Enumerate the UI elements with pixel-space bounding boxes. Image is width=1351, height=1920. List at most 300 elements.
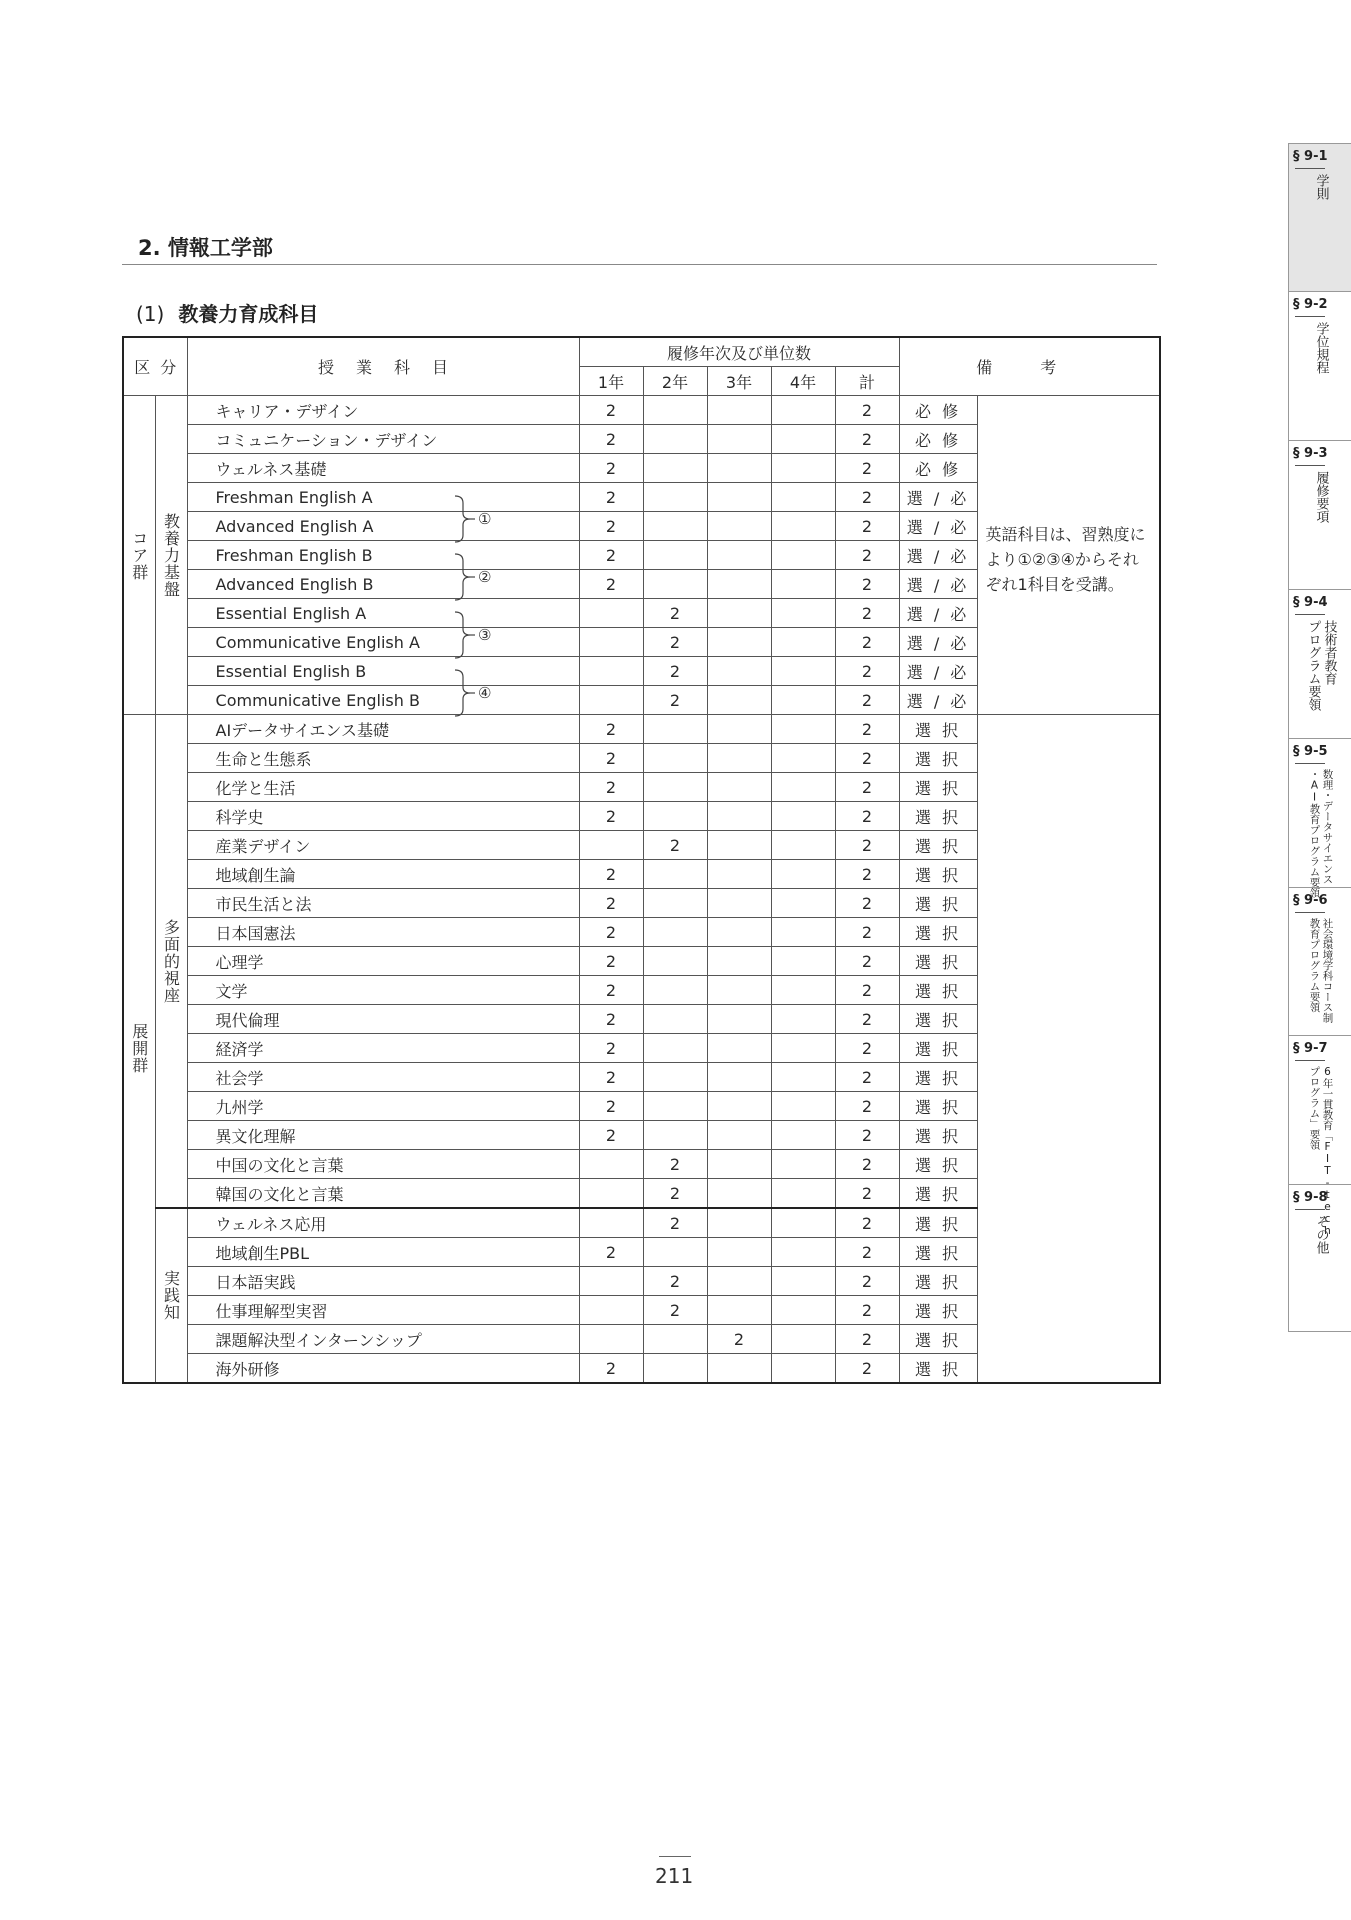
subject-name-text: Essential English B [215, 661, 367, 681]
requirement-type: 選 / 必 [899, 541, 977, 570]
requirement-type: 選 択 [899, 1325, 977, 1354]
year1-credits: 2 [579, 889, 643, 918]
year3-credits [707, 802, 771, 831]
section-tab-9-4[interactable] [1289, 589, 1351, 739]
subject-name: 仕事理解型実習 [187, 1296, 579, 1325]
requirement-type: 選 / 必 [899, 657, 977, 686]
year3-credits [707, 1267, 771, 1296]
year4-credits [771, 454, 835, 483]
total-credits: 2 [835, 657, 899, 686]
requirement-type: 選 択 [899, 1208, 977, 1238]
requirement-type: 選 択 [899, 1063, 977, 1092]
group-tenkai: 展開群 [123, 715, 155, 1384]
page-number: 211 [655, 1864, 694, 1888]
year3-credits [707, 454, 771, 483]
year4-credits [771, 802, 835, 831]
year4-credits [771, 686, 835, 715]
year3-credits [707, 1150, 771, 1179]
total-credits: 2 [835, 1325, 899, 1354]
year1-credits [579, 599, 643, 628]
section-number: 2. [138, 236, 161, 260]
year2-credits: 2 [643, 831, 707, 860]
subject-name: 地域創生PBL [187, 1238, 579, 1267]
requirement-type: 選 択 [899, 918, 977, 947]
group-core: コア群 [123, 396, 155, 715]
subject-name: 韓国の文化と言葉 [187, 1179, 579, 1209]
section-tab-code: § 9-5 [1293, 744, 1328, 759]
year2-credits: 2 [643, 686, 707, 715]
total-credits: 2 [835, 570, 899, 599]
subject-name: 科学史 [187, 802, 579, 831]
subject-name: 文学 [187, 976, 579, 1005]
requirement-type: 必 修 [899, 396, 977, 425]
total-credits: 2 [835, 1034, 899, 1063]
subsection-number: (1) [136, 302, 165, 326]
year2-credits [643, 1354, 707, 1384]
year4-credits [771, 860, 835, 889]
year4-credits [771, 1005, 835, 1034]
year4-credits [771, 425, 835, 454]
subject-name: 異文化理解 [187, 1121, 579, 1150]
year4-credits [771, 599, 835, 628]
subject-name: 産業デザイン [187, 831, 579, 860]
total-credits: 2 [835, 483, 899, 512]
requirement-type: 選 択 [899, 1092, 977, 1121]
year4-credits [771, 889, 835, 918]
section-tab-9-6[interactable] [1289, 887, 1351, 1036]
subject-name: コミュニケーション・デザイン [187, 425, 579, 454]
tab-underline [1295, 168, 1325, 169]
total-credits: 2 [835, 425, 899, 454]
brace-mark: ④ [477, 684, 491, 702]
section-tab-code: § 9-7 [1293, 1041, 1328, 1056]
requirement-type: 必 修 [899, 425, 977, 454]
year2-credits [643, 1325, 707, 1354]
year2-credits [643, 744, 707, 773]
year3-credits [707, 628, 771, 657]
year1-credits: 2 [579, 860, 643, 889]
year2-credits: 2 [643, 1296, 707, 1325]
year1-credits: 2 [579, 802, 643, 831]
year3-credits [707, 1354, 771, 1384]
requirement-type: 選 / 必 [899, 483, 977, 512]
section-tab-9-3[interactable] [1289, 440, 1351, 590]
year2-credits: 2 [643, 657, 707, 686]
year4-credits [771, 657, 835, 686]
section-tab-label: 6年一貫教育「FIT-tech プログラム」要領 [1308, 1066, 1334, 1237]
total-credits: 2 [835, 860, 899, 889]
section-tab-code: § 9-3 [1293, 446, 1328, 461]
subject-name: 地域創生論 [187, 860, 579, 889]
year4-credits [771, 1179, 835, 1209]
year1-credits [579, 657, 643, 686]
year2-credits [643, 889, 707, 918]
section-tab-label: 学位規程 [1313, 322, 1329, 374]
year3-credits [707, 657, 771, 686]
requirement-type: 選 / 必 [899, 512, 977, 541]
year4-credits [771, 512, 835, 541]
year1-credits: 2 [579, 1238, 643, 1267]
table-header [123, 337, 1160, 396]
year3-credits [707, 889, 771, 918]
year3-credits [707, 1121, 771, 1150]
year4-credits [771, 976, 835, 1005]
total-credits: 2 [835, 1296, 899, 1325]
year3-credits [707, 1238, 771, 1267]
year3-credits: 2 [707, 1325, 771, 1354]
tab-underline [1295, 1209, 1325, 1210]
subject-name: 社会学 [187, 1063, 579, 1092]
year1-credits [579, 1296, 643, 1325]
year1-credits: 2 [579, 570, 643, 599]
total-credits: 2 [835, 1208, 899, 1238]
total-credits: 2 [835, 802, 899, 831]
year4-credits [771, 1325, 835, 1354]
subject-name: 心理学 [187, 947, 579, 976]
year1-credits [579, 1179, 643, 1209]
total-credits: 2 [835, 1092, 899, 1121]
requirement-type: 選 択 [899, 889, 977, 918]
header-total: 計 [835, 367, 899, 396]
total-credits: 2 [835, 1063, 899, 1092]
subsection-name: 教養力育成科目 [178, 302, 319, 326]
year4-credits [771, 541, 835, 570]
subgroup-jissen: 実践知 [155, 1208, 187, 1383]
total-credits: 2 [835, 1005, 899, 1034]
year4-credits [771, 773, 835, 802]
requirement-type: 選 択 [899, 1121, 977, 1150]
year1-credits: 2 [579, 715, 643, 744]
requirement-type: 選 択 [899, 831, 977, 860]
year4-credits [771, 1034, 835, 1063]
requirement-type: 選 / 必 [899, 599, 977, 628]
year2-credits [643, 396, 707, 425]
year1-credits [579, 628, 643, 657]
year3-credits [707, 483, 771, 512]
total-credits: 2 [835, 1354, 899, 1384]
total-credits: 2 [835, 1179, 899, 1209]
tab-underline [1295, 614, 1325, 615]
year2-credits: 2 [643, 1150, 707, 1179]
remarks-note: 英語科目は、習熟度により①②③④からそれぞれ1科目を受講。 [977, 396, 1160, 715]
remarks-empty [977, 715, 1160, 1384]
total-credits: 2 [835, 831, 899, 860]
section-tab-9-8[interactable] [1289, 1184, 1351, 1332]
year1-credits [579, 831, 643, 860]
year4-credits [771, 628, 835, 657]
requirement-type: 選 / 必 [899, 570, 977, 599]
year4-credits [771, 831, 835, 860]
year3-credits [707, 831, 771, 860]
requirement-type: 選 択 [899, 947, 977, 976]
section-rule [122, 264, 1157, 265]
year1-credits: 2 [579, 1063, 643, 1092]
year2-credits [643, 947, 707, 976]
section-tab-code: § 9-6 [1293, 893, 1328, 908]
subject-name: 日本語実践 [187, 1267, 579, 1296]
section-tab-label: 履修要項 [1313, 471, 1329, 523]
year1-credits [579, 1208, 643, 1238]
section-tab-label: 数理・データサイエンス ・AI教育プログラム要領 [1308, 769, 1334, 898]
year1-credits: 2 [579, 744, 643, 773]
year2-credits [643, 1238, 707, 1267]
header-year2: 2年 [643, 367, 707, 396]
year2-credits [643, 425, 707, 454]
year3-credits [707, 1208, 771, 1238]
tab-underline [1295, 465, 1325, 466]
year1-credits: 2 [579, 541, 643, 570]
subject-name: AIデータサイエンス基礎 [187, 715, 579, 744]
year1-credits: 2 [579, 1092, 643, 1121]
year3-credits [707, 1179, 771, 1209]
year2-credits [643, 715, 707, 744]
subject-name: 中国の文化と言葉 [187, 1150, 579, 1179]
total-credits: 2 [835, 396, 899, 425]
year3-credits [707, 570, 771, 599]
subject-name: Communicative English B [187, 686, 579, 715]
subsection-title [136, 298, 318, 327]
section-tab-9-5[interactable] [1289, 738, 1351, 898]
year4-credits [771, 1238, 835, 1267]
subject-name: 日本国憲法 [187, 918, 579, 947]
total-credits: 2 [835, 773, 899, 802]
year4-credits [771, 947, 835, 976]
requirement-type: 選 / 必 [899, 686, 977, 715]
year3-credits [707, 512, 771, 541]
subject-name: 課題解決型インターンシップ [187, 1325, 579, 1354]
year4-credits [771, 1121, 835, 1150]
year2-credits [643, 860, 707, 889]
table-row [123, 715, 1160, 744]
year3-credits [707, 396, 771, 425]
total-credits: 2 [835, 1238, 899, 1267]
section-index-sidebar [1288, 143, 1351, 1332]
requirement-type: 必 修 [899, 454, 977, 483]
header-year1: 1年 [579, 367, 643, 396]
requirement-type: 選 択 [899, 1296, 977, 1325]
total-credits: 2 [835, 715, 899, 744]
subject-name: ウェルネス応用 [187, 1208, 579, 1238]
total-credits: 2 [835, 1121, 899, 1150]
requirement-type: 選 択 [899, 1267, 977, 1296]
year2-credits [643, 1092, 707, 1121]
section-tab-label: 技術者教育 プログラム要領 [1305, 620, 1337, 711]
table-body [123, 396, 1160, 1384]
year4-credits [771, 1150, 835, 1179]
year1-credits [579, 686, 643, 715]
year1-credits: 2 [579, 483, 643, 512]
total-credits: 2 [835, 976, 899, 1005]
year1-credits: 2 [579, 396, 643, 425]
section-tab-label: 学則 [1313, 174, 1329, 200]
requirement-type: 選 択 [899, 802, 977, 831]
requirement-type: 選 択 [899, 1354, 977, 1384]
requirement-type: 選 択 [899, 773, 977, 802]
year3-credits [707, 744, 771, 773]
total-credits: 2 [835, 889, 899, 918]
section-tab-code: § 9-1 [1293, 149, 1328, 164]
year4-credits [771, 570, 835, 599]
total-credits: 2 [835, 686, 899, 715]
total-credits: 2 [835, 599, 899, 628]
subject-name: キャリア・デザイン [187, 396, 579, 425]
year1-credits [579, 1150, 643, 1179]
subgroup-core-basis: 教養力基盤 [155, 396, 187, 715]
requirement-type: 選 択 [899, 860, 977, 889]
year2-credits [643, 570, 707, 599]
section-tab-code: § 9-2 [1293, 297, 1328, 312]
year2-credits: 2 [643, 599, 707, 628]
year3-credits [707, 599, 771, 628]
year2-credits [643, 802, 707, 831]
total-credits: 2 [835, 454, 899, 483]
section-tab-code: § 9-8 [1293, 1190, 1328, 1205]
table-row [123, 396, 1160, 425]
requirement-type: 選 択 [899, 1150, 977, 1179]
year4-credits [771, 744, 835, 773]
course-table [122, 336, 1161, 1384]
header-remarks: 備考 [899, 337, 1160, 396]
year2-credits: 2 [643, 1208, 707, 1238]
total-credits: 2 [835, 947, 899, 976]
year2-credits: 2 [643, 628, 707, 657]
total-credits: 2 [835, 512, 899, 541]
subject-name: 生命と生態系 [187, 744, 579, 773]
year2-credits [643, 773, 707, 802]
year2-credits [643, 541, 707, 570]
year1-credits: 2 [579, 425, 643, 454]
subject-name: ウェルネス基礎 [187, 454, 579, 483]
year1-credits [579, 1267, 643, 1296]
year4-credits [771, 1092, 835, 1121]
year1-credits: 2 [579, 773, 643, 802]
year1-credits: 2 [579, 512, 643, 541]
tab-underline [1295, 912, 1325, 913]
subject-name: Advanced English A [187, 512, 579, 541]
year2-credits [643, 976, 707, 1005]
year4-credits [771, 483, 835, 512]
section-tab-label: 社会環境学科コース制 教育プログラム要領 [1308, 918, 1334, 1023]
year2-credits [643, 512, 707, 541]
section-title [138, 232, 273, 262]
year2-credits [643, 1063, 707, 1092]
total-credits: 2 [835, 1267, 899, 1296]
subject-name: Communicative English A [187, 628, 579, 657]
subject-name-text: Essential English A [215, 603, 367, 623]
total-credits: 2 [835, 541, 899, 570]
header-category: 区分 [123, 337, 187, 396]
subject-name: 化学と生活 [187, 773, 579, 802]
total-credits: 2 [835, 744, 899, 773]
year1-credits: 2 [579, 1354, 643, 1384]
year2-credits: 2 [643, 1179, 707, 1209]
page-number-rule [659, 1856, 691, 1857]
subgroup-tamen: 多面的視座 [155, 715, 187, 1209]
brace-mark: ② [477, 568, 491, 586]
year4-credits [771, 1208, 835, 1238]
requirement-type: 選 択 [899, 1179, 977, 1209]
requirement-type: 選 / 必 [899, 628, 977, 657]
subject-name: Advanced English B [187, 570, 579, 599]
subject-name: 海外研修 [187, 1354, 579, 1384]
requirement-type: 選 択 [899, 1034, 977, 1063]
total-credits: 2 [835, 628, 899, 657]
year4-credits [771, 1063, 835, 1092]
year4-credits [771, 1354, 835, 1384]
header-subject: 授業科目 [187, 337, 579, 396]
year1-credits: 2 [579, 947, 643, 976]
section-name: 情報工学部 [167, 236, 273, 260]
year4-credits [771, 396, 835, 425]
subject-name-text: Freshman English A [215, 487, 373, 507]
year3-credits [707, 947, 771, 976]
year1-credits: 2 [579, 1121, 643, 1150]
year4-credits [771, 715, 835, 744]
year3-credits [707, 1092, 771, 1121]
year4-credits [771, 1296, 835, 1325]
year1-credits [579, 1325, 643, 1354]
year3-credits [707, 541, 771, 570]
tab-underline [1295, 1060, 1325, 1061]
tab-underline [1295, 763, 1325, 764]
subject-name: 市民生活と法 [187, 889, 579, 918]
subject-name-text: Freshman English B [215, 545, 373, 565]
year2-credits [643, 918, 707, 947]
requirement-type: 選 択 [899, 1238, 977, 1267]
brace-mark: ③ [477, 626, 491, 644]
header-year3: 3年 [707, 367, 771, 396]
section-tab-label: その他 [1313, 1215, 1329, 1254]
total-credits: 2 [835, 918, 899, 947]
year2-credits [643, 1034, 707, 1063]
requirement-type: 選 択 [899, 976, 977, 1005]
year1-credits: 2 [579, 976, 643, 1005]
year3-credits [707, 918, 771, 947]
header-year4: 4年 [771, 367, 835, 396]
year3-credits [707, 1005, 771, 1034]
section-tab-code: § 9-4 [1293, 595, 1328, 610]
year3-credits [707, 425, 771, 454]
subject-name: 九州学 [187, 1092, 579, 1121]
year2-credits [643, 454, 707, 483]
year2-credits [643, 483, 707, 512]
year3-credits [707, 715, 771, 744]
year3-credits [707, 1063, 771, 1092]
year2-credits: 2 [643, 1267, 707, 1296]
section-tab-9-2[interactable] [1289, 291, 1351, 441]
subject-name: 現代倫理 [187, 1005, 579, 1034]
year4-credits [771, 1267, 835, 1296]
total-credits: 2 [835, 1150, 899, 1179]
requirement-type: 選 択 [899, 715, 977, 744]
year2-credits [643, 1121, 707, 1150]
year2-credits [643, 1005, 707, 1034]
year1-credits: 2 [579, 918, 643, 947]
brace-mark: ① [477, 510, 491, 528]
year3-credits [707, 686, 771, 715]
section-tab-9-1[interactable] [1289, 143, 1351, 292]
tab-underline [1295, 316, 1325, 317]
year1-credits: 2 [579, 454, 643, 483]
year3-credits [707, 773, 771, 802]
requirement-type: 選 択 [899, 744, 977, 773]
year1-credits: 2 [579, 1005, 643, 1034]
subject-name: 経済学 [187, 1034, 579, 1063]
year1-credits: 2 [579, 1034, 643, 1063]
year3-credits [707, 1296, 771, 1325]
year3-credits [707, 860, 771, 889]
requirement-type: 選 択 [899, 1005, 977, 1034]
